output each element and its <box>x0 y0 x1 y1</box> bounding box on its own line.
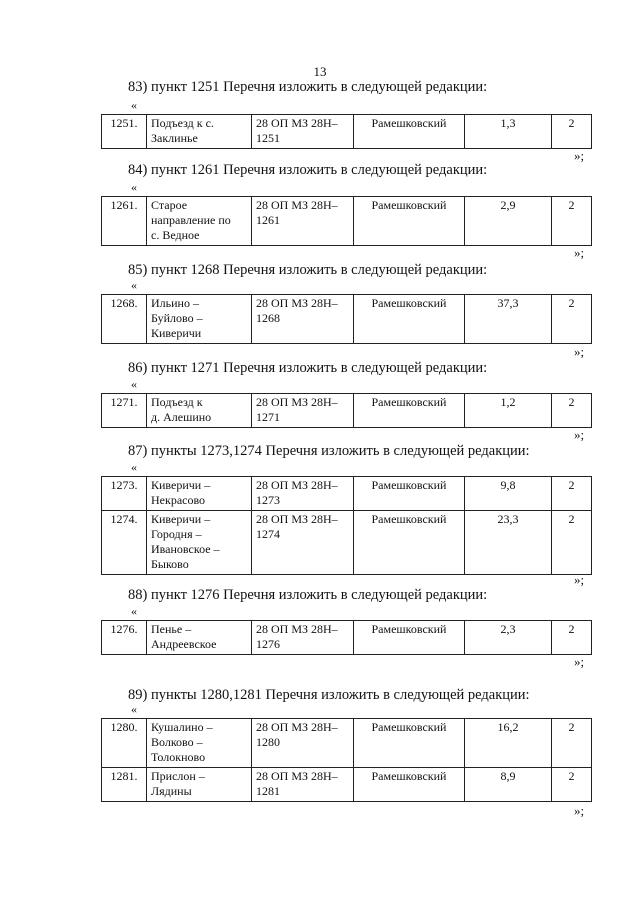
cell-line: 28 ОП МЗ 28Н– <box>256 116 338 130</box>
road-entries-table <box>101 294 592 344</box>
district-cell: Рамешковский <box>354 295 465 344</box>
cell-line: Киверичи – <box>151 512 211 526</box>
section-heading: 87) пункты 1273,1274 Перечня изложить в следующей редакции: <box>128 443 530 459</box>
category-cell: 2 <box>552 394 592 428</box>
section-heading: 86) пункт 1271 Перечня изложить в следующей редакции: <box>128 360 488 376</box>
district-cell: Рамешковский <box>354 621 465 655</box>
section-heading: 84) пункт 1261 Перечня изложить в следующей редакции: <box>128 162 488 178</box>
close-quote-mark: »; <box>574 344 585 359</box>
road-code-cell <box>252 511 354 575</box>
close-quote-mark: »; <box>574 572 585 587</box>
cell-line: Андреевское <box>151 637 217 651</box>
cell-line: 28 ОП МЗ 28Н– <box>256 622 338 636</box>
table-row <box>102 197 592 246</box>
cell-line: 1268 <box>256 311 280 325</box>
cell-line: Толокново <box>151 750 206 764</box>
cell-line: Старое <box>151 198 188 212</box>
entry-number-cell: 1268. <box>102 295 147 344</box>
section-heading: 85) пункт 1268 Перечня изложить в следующей редакции: <box>128 262 488 278</box>
cell-line: 28 ОП МЗ 28Н– <box>256 478 338 492</box>
close-quote-mark: »; <box>574 245 585 260</box>
table-row <box>102 115 592 149</box>
length-cell: 1,3 <box>465 115 552 149</box>
category-cell: 2 <box>552 197 592 246</box>
district-cell: Рамешковский <box>354 719 465 768</box>
entry-number-cell: 1281. <box>102 768 147 802</box>
section-heading: 83) пункт 1251 Перечня изложить в следующей редакции: <box>128 79 488 95</box>
open-quote-mark: « <box>131 98 137 112</box>
cell-line: 1280 <box>256 735 280 749</box>
entry-number-cell: 1273. <box>102 477 147 511</box>
open-quote-mark: « <box>131 278 137 292</box>
section-heading: 89) пункты 1280,1281 Перечня изложить в следующей редакции: <box>128 687 530 703</box>
cell-line: Пенье – <box>151 622 192 636</box>
length-cell: 9,8 <box>465 477 552 511</box>
road-name-cell <box>147 719 252 768</box>
road-entries-table <box>101 620 592 655</box>
cell-line: 28 ОП МЗ 28Н– <box>256 198 338 212</box>
road-name-cell <box>147 621 252 655</box>
road-name-cell <box>147 197 252 246</box>
category-cell: 2 <box>552 477 592 511</box>
cell-line: Киверичи <box>151 326 202 340</box>
category-cell: 2 <box>552 115 592 149</box>
road-code-cell <box>252 197 354 246</box>
district-cell: Рамешковский <box>354 197 465 246</box>
cell-line: 1276 <box>256 637 280 651</box>
length-cell: 16,2 <box>465 719 552 768</box>
road-code-cell <box>252 768 354 802</box>
cell-line: Заклинье <box>151 131 198 145</box>
category-cell: 2 <box>552 768 592 802</box>
length-cell: 1,2 <box>465 394 552 428</box>
category-cell: 2 <box>552 719 592 768</box>
open-quote-mark: « <box>131 604 137 618</box>
district-cell: Рамешковский <box>354 768 465 802</box>
close-quote-mark: »; <box>574 427 585 442</box>
district-cell: Рамешковский <box>354 477 465 511</box>
road-name-cell <box>147 295 252 344</box>
cell-line: Некрасово <box>151 493 206 507</box>
cell-line: Кушалино – <box>151 720 213 734</box>
cell-line: 1274 <box>256 527 280 541</box>
cell-line: Быково <box>151 557 189 571</box>
road-code-cell <box>252 719 354 768</box>
road-code-cell <box>252 295 354 344</box>
cell-line: 28 ОП МЗ 28Н– <box>256 720 338 734</box>
cell-line: Подъезд к <box>151 395 203 409</box>
cell-line: 28 ОП МЗ 28Н– <box>256 769 338 783</box>
length-cell: 2,9 <box>465 197 552 246</box>
cell-line: 1271 <box>256 410 280 424</box>
category-cell: 2 <box>552 511 592 575</box>
table-row <box>102 394 592 428</box>
close-quote-mark: »; <box>574 654 585 669</box>
category-cell: 2 <box>552 621 592 655</box>
road-name-cell <box>147 477 252 511</box>
cell-line: Ильино – <box>151 296 199 310</box>
district-cell: Рамешковский <box>354 115 465 149</box>
district-cell: Рамешковский <box>354 511 465 575</box>
entry-number-cell: 1261. <box>102 197 147 246</box>
cell-line: с. Ведное <box>151 228 200 242</box>
road-name-cell <box>147 768 252 802</box>
road-code-cell <box>252 477 354 511</box>
open-quote-mark: « <box>131 377 137 391</box>
road-name-cell <box>147 511 252 575</box>
length-cell: 2,3 <box>465 621 552 655</box>
table-row <box>102 511 592 575</box>
road-code-cell <box>252 115 354 149</box>
table-row <box>102 719 592 768</box>
road-entries-table <box>101 718 592 802</box>
cell-line: Буйлово – <box>151 311 203 325</box>
entry-number-cell: 1271. <box>102 394 147 428</box>
table-row <box>102 295 592 344</box>
district-cell: Рамешковский <box>354 394 465 428</box>
page-number: 13 <box>313 64 327 79</box>
length-cell: 37,3 <box>465 295 552 344</box>
cell-line: Волково – <box>151 735 203 749</box>
cell-line: 28 ОП МЗ 28Н– <box>256 395 338 409</box>
road-code-cell <box>252 394 354 428</box>
entry-number-cell: 1276. <box>102 621 147 655</box>
entry-number-cell: 1274. <box>102 511 147 575</box>
cell-line: Прислон – <box>151 769 205 783</box>
cell-line: д. Алешино <box>151 410 212 424</box>
open-quote-mark: « <box>131 702 137 716</box>
cell-line: Подъезд к с. <box>151 116 214 130</box>
table-row <box>102 621 592 655</box>
open-quote-mark: « <box>131 460 137 474</box>
category-cell: 2 <box>552 295 592 344</box>
entry-number-cell: 1251. <box>102 115 147 149</box>
entry-number-cell: 1280. <box>102 719 147 768</box>
table-row <box>102 768 592 802</box>
road-entries-table <box>101 196 592 246</box>
road-name-cell <box>147 115 252 149</box>
road-code-cell <box>252 621 354 655</box>
cell-line: 1251 <box>256 131 280 145</box>
cell-line: Лядины <box>151 784 192 798</box>
cell-line: 1273 <box>256 493 280 507</box>
road-name-cell <box>147 394 252 428</box>
cell-line: Ивановское – <box>151 542 220 556</box>
length-cell: 23,3 <box>465 511 552 575</box>
length-cell: 8,9 <box>465 768 552 802</box>
close-quote-mark: »; <box>574 148 585 163</box>
cell-line: направление по <box>151 213 231 227</box>
road-entries-table <box>101 393 592 428</box>
cell-line: Городня – <box>151 527 202 541</box>
cell-line: 1281 <box>256 784 280 798</box>
cell-line: 28 ОП МЗ 28Н– <box>256 512 338 526</box>
open-quote-mark: « <box>131 180 137 194</box>
section-heading: 88) пункт 1276 Перечня изложить в следующей редакции: <box>128 587 488 603</box>
cell-line: Киверичи – <box>151 478 211 492</box>
cell-line: 28 ОП МЗ 28Н– <box>256 296 338 310</box>
table-row <box>102 477 592 511</box>
road-entries-table <box>101 476 592 575</box>
cell-line: 1261 <box>256 213 280 227</box>
road-entries-table <box>101 114 592 149</box>
close-quote-mark: »; <box>574 803 585 818</box>
